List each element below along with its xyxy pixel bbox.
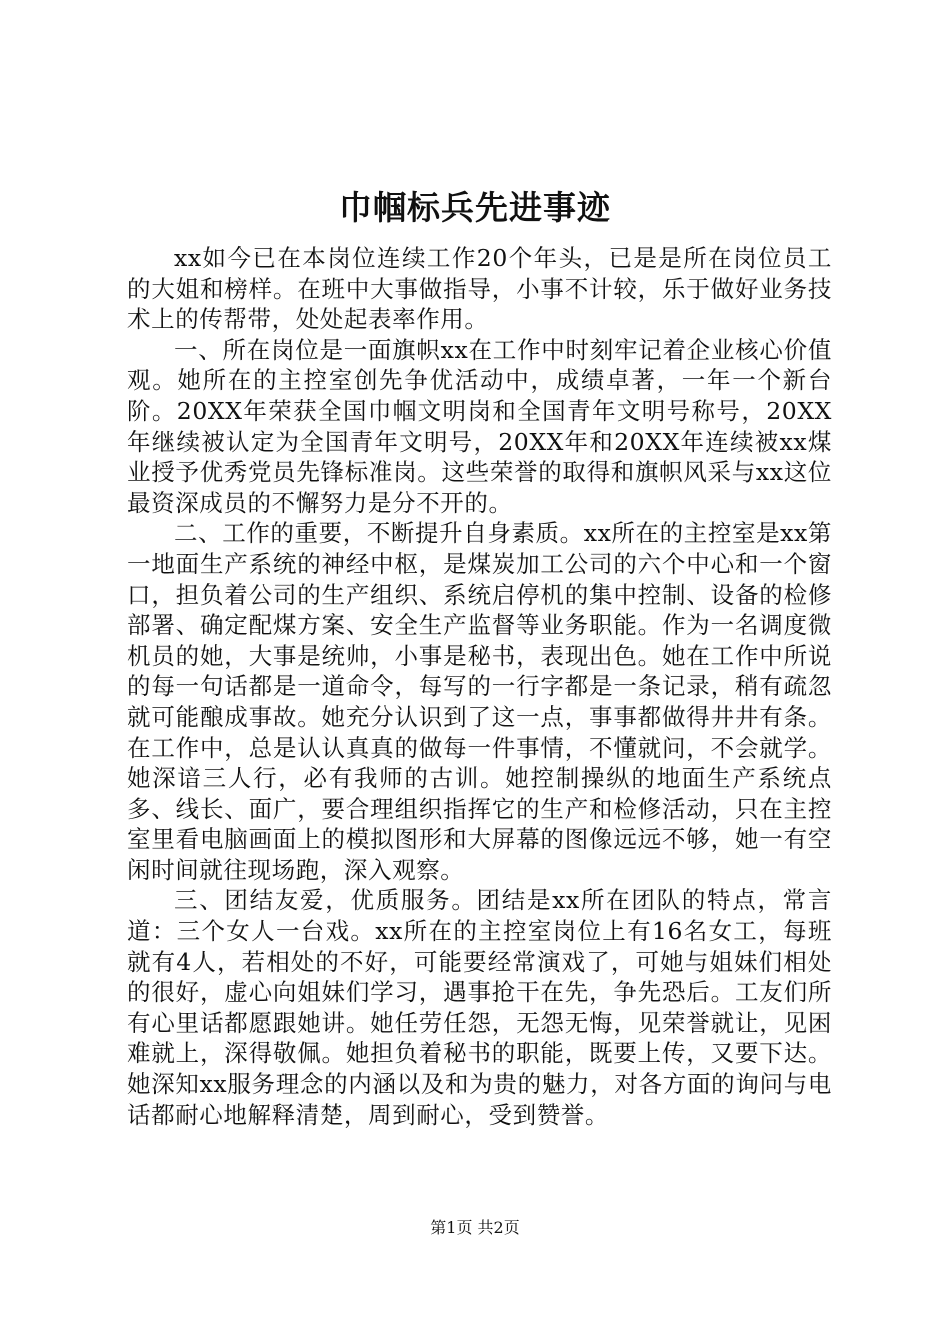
paragraph-section-1: 一、所在岗位是一面旗帜xx在工作中时刻牢记着企业核心价值观。她所在的主控室创先争优活动中，成绩卓著，一年一个新台阶。20XX年荣获全国巾帼文明岗和全国青年文明号称号，20XX年继续被认定为全国青年文明号，20XX年和20XX年连续被xx煤业授予优秀党员先锋标准岗。这些荣誉的取得和旗帜风采与xx这位最资深成员的不懈努力是分不开的。	[127, 335, 832, 517]
page-number-footer: 第1页 共2页	[430, 1218, 520, 1237]
document-body	[127, 243, 832, 1130]
paragraph-section-3: 三、团结友爱，优质服务。团结是xx所在团队的特点，常言道：三个女人一台戏。xx所在的主控室岗位上有16名女工，每班就有4人，若相处的不好，可能要经常演戏了，可她与姐妹们相处的很好，虚心向姐妹们学习，遇事抢干在先，争先恐后。工友们所有心里话都愿跟她讲。她任劳任怨，无怨无悔，见荣誉就让，见困难就上，深得敬佩。她担负着秘书的职能，既要上传，又要下达。她深知xx服务理念的内涵以及和为贵的魅力，对各方面的询问与电话都耐心地解释清楚，周到耐心，受到赞誉。	[127, 886, 832, 1129]
paragraph-section-2: 二、工作的重要，不断提升自身素质。xx所在的主控室是xx第一地面生产系统的神经中枢，是煤炭加工公司的六个中心和一个窗口，担负着公司的生产组织、系统启停机的集中控制、设备的检修部署、确定配煤方案、安全生产监督等业务职能。作为一名调度微机员的她，大事是统帅，小事是秘书，表现出色。她在工作中所说的每一句话都是一道命令，每写的一行字都是一条记录，稍有疏忽就可能酿成事故。她充分认识到了这一点，事事都做得井井有条。在工作中，总是认认真真的做每一件事情，不懂就问，不会就学。她深谙三人行，必有我师的古训。她控制操纵的地面生产系统点多、线长、面广，要合理组织指挥它的生产和检修活动，只在主控室里看电脑画面上的模拟图形和大屏幕的图像远远不够，她一有空闲时间就往现场跑，深入观察。	[127, 519, 832, 884]
paragraph-intro: xx如今已在本岗位连续工作20个年头，已是是所在岗位员工的大姐和榜样。在班中大事做指导，小事不计较，乐于做好业务技术上的传帮带，处处起表率作用。	[127, 244, 832, 334]
document-title: 巾帼标兵先进事迹	[339, 188, 611, 227]
